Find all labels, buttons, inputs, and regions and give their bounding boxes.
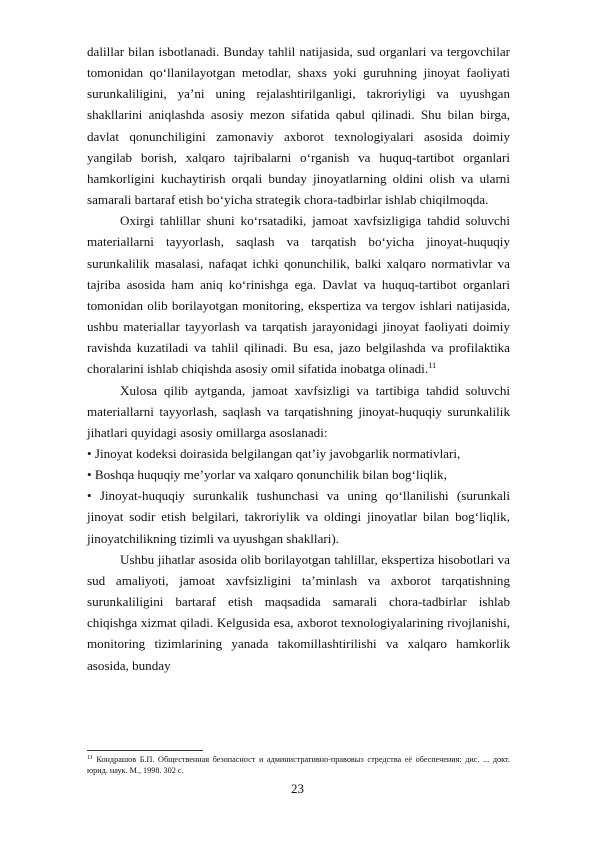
footnote-divider <box>87 750 203 751</box>
footnote-text: Кондрашов Б.П. Общественная безопасност и административно-правовыэ стредства её обеспечения: дис. ... докт. юрид. наук. М., 1998. 302 с. <box>87 755 511 775</box>
paragraph-final: Ushbu jihatlar asosida olib borilayotgan tahlillar, ekspertiza hisobotlari va sud amaliyoti, jamoat xavfsizligini ta’minlash va axborot tarqatishning surunkaliligini bartaraf etish maqsadida samarali chora-tadbirlar ishlab chiqishga xizmat qiladi. Kelgusida esa, axborot texnologiyalarining rivojlanishi, monitoring tizimlarining yanada takomillashtirilishi va xalqaro hamkorlik asosida, bunday <box>87 551 510 673</box>
bullet-item-international-law: • Boshqa huquqiy me’yorlar va xalqaro qonunchilik bilan bog‘liqlik, <box>87 467 447 483</box>
footnote-number: 11 <box>87 755 93 761</box>
footnote-reference: 11 <box>428 360 437 371</box>
bullet-item-chronic-crime: • Jinoyat-huquqiy surunkalik tushunchasi va uning qo‘llanilishi (surunkali jinoyat sodir etish belgilari, takroriylik va oldingi jinoyatlar bilan bog‘liqlik, jinoyatchilikning tizimli va uyushgan shakllari). <box>87 488 510 546</box>
bullet-item-criminal-code: • Jinoyat kodeksi doirasida belgilangan qat’iy javobgarlik normativlari, <box>87 445 461 461</box>
footnote <box>87 754 510 776</box>
body-text <box>87 41 510 676</box>
paragraph-continuation: dalillar bilan isbotlanadi. Bunday tahlil natijasida, sud organlari va tergovchilar tomonidan qo‘llanilayotgan metodlar, shaxs yoki guruhning jinoyat faoliyati surunkaliligini, ya’ni uning rejalashtirilganligi, takroriyligi va uyushgan shakllarini aniqlashda asosiy mezon sifatida qabul qilinadi. Shu bilan birga, davlat qonunchiligini zamonaviy axborot texnologiyalari asosida doimiy yangilab borish, xalqaro tajribalarni o‘rganish va huquq-tartibot organlari hamkorligini kuchaytirish orqali bunday jinoyatlarning oldini olish va ularni samarali bartaraf etish bo‘yicha strategik chora-tadbirlar ishlab chiqilmoqda. <box>87 44 510 208</box>
paragraph-analysis <box>87 210 510 379</box>
paragraph-conclusion: Xulosa qilib aytganda, jamoat xavfsizligi va tartibiga tahdid soluvchi materiallarni tayyorlash, saqlash va tarqatishning jinoyat-huquqiy surunkalilik jihatlari quyidagi asosiy omillarga asoslanadi: <box>87 382 510 440</box>
page-number: 23 <box>291 781 304 796</box>
paragraph-analysis-text: Oxirgi tahlillar shuni ko‘rsatadiki, jamoat xavfsizligiga tahdid soluvchi materiallarni tayyorlash, saqlash va tarqatish bo‘yicha jinoyat-huquqiy surunkalilik masalasi, nafaqat ichki qonunchilik, balki xalqaro normativlar va tajriba asosida ham aniq ko‘rinishga ega. Davlat va huquq-tartibot organlari tomonidan olib borilayotgan monitoring, ekspertiza va tergov ishlari natijasida, ushbu materiallar tayyorlash va tarqatish jarayonidagi jinoyat faoliyati doimiy ravishda kuzatiladi va tahlil qilinadi. Bu esa, jazo belgilashda va profilaktika choralarini ishlab chiqishda asosiy omil sifatida inobatga olinadi. <box>87 213 510 377</box>
